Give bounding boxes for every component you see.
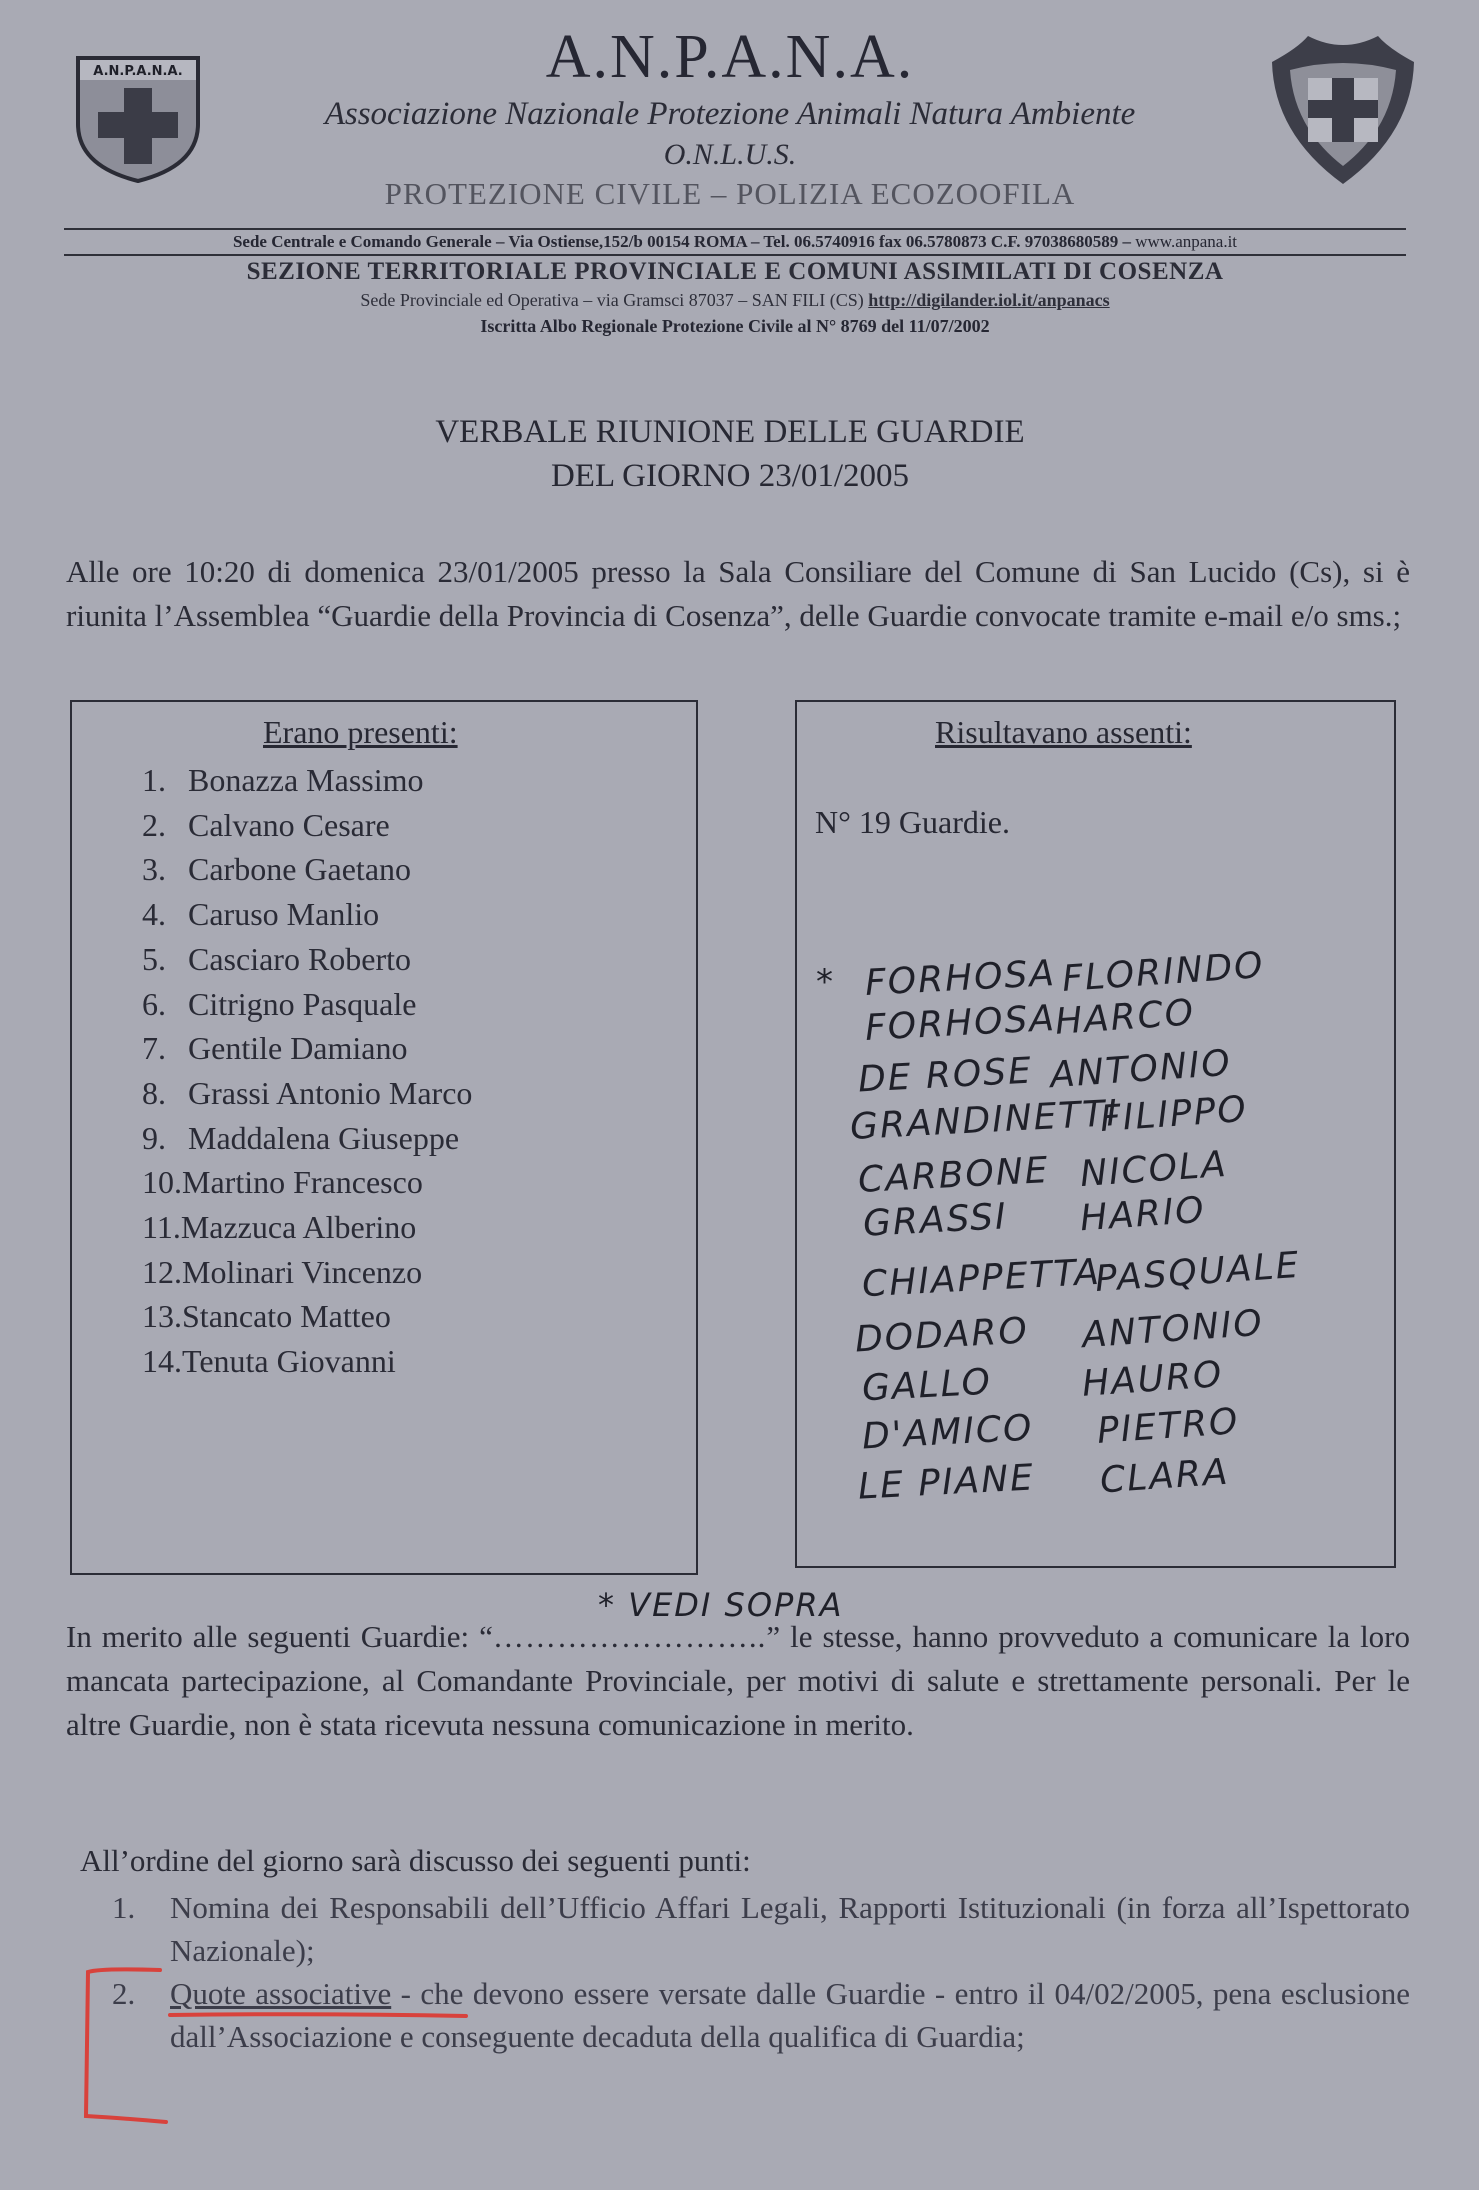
- absent-count: N° 19 Guardie.: [815, 804, 1010, 840]
- present-item-number: 10.: [142, 1164, 182, 1201]
- handwritten-surname: DE ROSE: [857, 1050, 1034, 1101]
- sede-provinciale: [64, 290, 1406, 311]
- present-item-name: Calvano Cesare: [188, 806, 390, 843]
- sede-text: Sede Provinciale ed Operativa – via Gramsci 87037 – SAN FILI (CS): [360, 290, 864, 310]
- present-list-item: [142, 1294, 472, 1339]
- handwritten-surname: GALLO: [861, 1361, 993, 1410]
- present-list-item: [142, 803, 472, 848]
- handwritten-star: *: [816, 962, 833, 1002]
- handwritten-firstname: HAURO: [1080, 1354, 1225, 1405]
- present-list-item: [142, 1339, 472, 1384]
- present-item-number: 8.: [142, 1074, 166, 1111]
- address-text: Sede Centrale e Comando Generale – Via Ostiense,152/b 00154 ROMA – Tel. 06.5740916 fax 06.5780873 C.F. 97038680589 –: [232, 232, 1131, 251]
- address-line: [64, 232, 1406, 252]
- handwritten-surname: GRASSI: [862, 1196, 1009, 1245]
- present-list-item: [142, 847, 472, 892]
- merit-paragraph: [66, 1615, 1410, 1747]
- anpana-shield-logo-left: [72, 54, 204, 184]
- present-item-number: 2.: [142, 806, 166, 843]
- header-rule-bottom: [64, 254, 1406, 256]
- present-item-name: Citrigno Pasquale: [188, 985, 417, 1022]
- present-item-name: Molinari Vincenzo: [182, 1253, 423, 1290]
- organization-onlus: O.N.L.U.S.: [663, 138, 797, 171]
- header-rule-top: [64, 228, 1406, 230]
- protezione-civile-line: PROTEZIONE CIVILE – POLIZIA ECOZOOFILA: [384, 176, 1076, 211]
- agenda-item-lead: Quote associative: [170, 1976, 392, 2011]
- handwritten-firstname: ANTONIO: [1080, 1302, 1265, 1357]
- section-title: SEZIONE TERRITORIALE PROVINCIALE E COMUNI ASSIMILATI DI COSENZA: [246, 258, 1224, 285]
- agenda-item: [112, 1886, 1410, 1972]
- sede-website-link[interactable]: http://digilander.iol.it/anpanacs: [868, 290, 1110, 310]
- present-item-name: Tenuta Giovanni: [182, 1343, 396, 1380]
- present-item-number: 9.: [142, 1119, 166, 1156]
- albo-registration: Iscritta Albo Regionale Protezione Civile al N° 8769 del 11/07/2002: [480, 316, 990, 336]
- merit-dots: ……………………..: [492, 1619, 767, 1654]
- absent-header: Risultavano assenti:: [935, 714, 1192, 750]
- present-item-number: 5.: [142, 940, 166, 977]
- present-list-item: [142, 1160, 472, 1205]
- website-link[interactable]: www.anpana.it: [1135, 232, 1238, 251]
- handwritten-firstname: NICOLA: [1078, 1143, 1229, 1196]
- present-list-item: [142, 1250, 472, 1295]
- present-item-number: 1.: [142, 762, 166, 798]
- present-list-item: [142, 1026, 472, 1071]
- present-item-name: Casciaro Roberto: [188, 940, 412, 977]
- present-item-number: 3.: [142, 851, 166, 888]
- present-item-name: Bonazza Massimo: [188, 762, 424, 798]
- organization-subtitle: Associazione Nazionale Protezione Animali Natura Ambiente: [324, 96, 1136, 132]
- handwritten-firstname: FILIPPO: [1098, 1088, 1250, 1141]
- agenda-header: All’ordine del giorno sarà discusso dei seguenti punti:: [80, 1843, 751, 1878]
- handwritten-firstname: CLARA: [1098, 1451, 1231, 1502]
- present-item-number: 7.: [142, 1030, 166, 1067]
- handwritten-surname: FORHOSA: [864, 998, 1057, 1049]
- present-item-number: 12.: [142, 1253, 182, 1290]
- present-item-name: Caruso Manlio: [188, 896, 380, 933]
- present-item-number: 13.: [142, 1298, 182, 1335]
- handwritten-firstname: FLORINDO: [1060, 944, 1266, 1001]
- handwritten-firstname: HARIO: [1078, 1189, 1207, 1240]
- present-list-item: [142, 892, 472, 937]
- handwritten-firstname: PASQUALE: [1093, 1244, 1302, 1301]
- present-list-item: [142, 937, 472, 982]
- handwritten-surname: CHIAPPETTA: [861, 1251, 1102, 1306]
- present-item-name: Mazzuca Alberino: [180, 1209, 417, 1246]
- document-title-line2: DEL GIORNO 23/01/2005: [550, 458, 910, 494]
- present-list-item: [142, 1116, 472, 1161]
- present-item-name: Stancato Matteo: [182, 1298, 391, 1335]
- handwritten-surname: FORHOSA: [864, 953, 1057, 1004]
- present-list-item: [142, 982, 472, 1027]
- merit-start: In merito alle seguenti Guardie: “: [66, 1619, 493, 1654]
- present-list-item: [142, 758, 472, 803]
- handwritten-note: * VEDI SOPRA: [598, 1586, 844, 1624]
- handwritten-firstname: PIETRO: [1095, 1401, 1241, 1452]
- present-list-item: [142, 1205, 472, 1250]
- agenda-item-text: - che devono essere versate dalle Guardie - entro il 04/02/2005, pena esclusione dall’Associazione e conseguente decaduta della qualifica di Guardia;: [170, 1976, 1410, 2054]
- agenda-item-number: 1.: [112, 1890, 136, 1925]
- handwritten-surname: CARBONE: [857, 1150, 1051, 1201]
- present-item-name: Carbone Gaetano: [188, 851, 412, 888]
- present-item-number: 11.: [142, 1209, 181, 1246]
- present-item-name: Gentile Damiano: [188, 1030, 408, 1067]
- handwritten-firstname: ANTONIO: [1048, 1042, 1233, 1097]
- present-item-name: Maddalena Giuseppe: [188, 1119, 460, 1156]
- present-list-item: [142, 1071, 472, 1116]
- handwritten-surname: D'AMICO: [861, 1407, 1035, 1458]
- present-item-number: 6.: [142, 985, 166, 1022]
- anpana-badge-logo-right: [1268, 34, 1418, 188]
- present-item-name: Martino Francesco: [182, 1164, 423, 1201]
- logo-left-label: A.N.P.A.N.A.: [93, 64, 183, 79]
- present-item-number: 4.: [142, 896, 166, 933]
- handwritten-surname: GRANDINETTI: [849, 1092, 1120, 1149]
- agenda-item-text: Nomina dei Responsabili dell’Ufficio Affari Legali, Rapporti Istituzionali (in forza all’Ispettorato Nazionale);: [170, 1890, 1410, 1968]
- handwritten-surname: DODARO: [854, 1310, 1030, 1361]
- present-item-name: Grassi Antonio Marco: [188, 1074, 473, 1111]
- present-list: [142, 758, 472, 1384]
- document-title-line1: VERBALE RIUNIONE DELLE GUARDIE: [435, 414, 1025, 450]
- present-item-number: 14.: [142, 1343, 182, 1380]
- present-header: Erano presenti:: [263, 714, 458, 750]
- agenda-list: [112, 1886, 1410, 2058]
- red-annotation-bracket: [80, 1966, 170, 2126]
- organization-title: A.N.P.A.N.A.: [545, 23, 915, 91]
- handwritten-surname: LE PIANE: [857, 1457, 1036, 1508]
- merit-end: ” le stesse, hanno provveduto a comunicare la loro mancata partecipazione, al Comandante Provinciale, per motivi di salute e strettamente personali. Per le altre Guardie, non è stata ricevuta nessuna comunicazione in merito.: [66, 1619, 1411, 1742]
- red-annotation-underline: [168, 2010, 468, 2020]
- agenda-item-number: 2.: [112, 1976, 136, 2011]
- intro-paragraph: Alle ore 10:20 di domenica 23/01/2005 presso la Sala Consiliare del Comune di San Lucido (Cs), si è riunita l’Assemblea “Guardie della Provincia di Cosenza”, delle Guardie convocate tramite e-mail e/o sms.;: [66, 554, 1410, 633]
- handwritten-firstname: HARCO: [1053, 992, 1197, 1043]
